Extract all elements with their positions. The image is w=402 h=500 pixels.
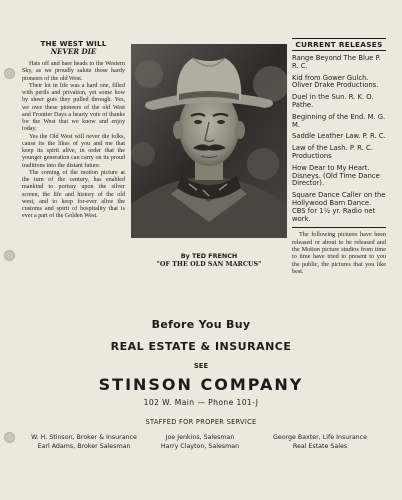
binder-hole [4, 68, 15, 79]
release-item: Beginning of the End. M. G. M. [292, 112, 386, 129]
releases-note: The following pictures have been released or about to be released and the Motion picture studios from time to time have tried to present to you the public, the pictures that you like best. [292, 231, 386, 275]
release-item: Saddle Leather Law. P. R. C. [292, 132, 386, 141]
release-item: Duel in the Sun. R. K. O. Pathe. [292, 93, 374, 109]
staff-member: Harry Clayton, Salesman [160, 442, 240, 450]
article-paragraph: Their lot in life was a hard one, filled with perils and privation, yet some how by sheer guts they pulled through. Yes, we owe these pioneers of the old West and Frontier Days a hearty vote of thanks for the West that we know and enjoy today. [22, 82, 125, 133]
ad-address: 102 W. Main — Phone 101-J [143, 398, 259, 407]
ad-staffed-tagline: STAFFED FOR PROPER SERVICE [145, 418, 257, 426]
release-item: Kid from Gower Gulch. Oliver Drake Productions. [292, 73, 379, 90]
staff-member: George Baxter, Life Insurance [272, 434, 368, 441]
release-item: Square Dance Caller on the Hollywood Barn Dance. CBS for 1½ yr. Radio net work. [292, 191, 386, 223]
ad-company-name: STINSON COMPANY [98, 375, 304, 394]
ad-see-label: SEE [193, 362, 209, 370]
ad-subheadline: REAL ESTATE & INSURANCE [110, 340, 292, 353]
binder-hole [4, 250, 15, 261]
staff-member: W. H. Stinson, Broker & Insurance [31, 434, 137, 441]
release-item: Range Beyond The Blue P. R. C. [292, 54, 381, 70]
current-releases-heading: CURRENT RELEASES [292, 38, 386, 51]
staff-member: Real Estate Sales [292, 442, 348, 450]
release-item: Law of the Lash. P. R. C. Productions [292, 144, 373, 160]
cowboy-portrait-photo [131, 44, 287, 238]
staff-column [262, 434, 378, 451]
staff-member: Earl Adams, Broker Salesman [37, 442, 131, 450]
article-paragraph: The coming of the motion picture at the turn of the century, has enabled mankind to portray upon the silver screen, the life and history of the old west, and to keep for-ever alive the customs and spirit of hospitality that is ever a part of the Golden West. [22, 169, 125, 220]
staff-column [28, 434, 140, 451]
ad-headline: Before You Buy [151, 318, 251, 331]
staff-column [150, 434, 250, 451]
divider [292, 227, 386, 228]
article-subtitle: NEVER DIE [50, 47, 97, 56]
staff-member: Joe Jenkins, Salesman [165, 434, 235, 441]
article-the-west-will-never-die [22, 40, 125, 221]
current-releases-column [292, 38, 386, 275]
article-paragraph: Hats off and bare heads to the Western Sky, as we proudly salute those hardy pioneers of the old West. [22, 61, 125, 82]
photo-caption-subtitle: "OF THE OLD SAN MARCUS" [156, 260, 262, 268]
article-paragraph: Yes the Old West will never die folks, cause its the likes of you and me that keep its spirit alive, in order that the younger generation can carry on its proud traditions into the distant future. [22, 133, 125, 169]
binder-hole [4, 432, 15, 443]
article-title: THE WEST WILL [40, 39, 107, 48]
release-item: How Dear to My Heart. Disneys. (Old Time Dance Director). [292, 163, 380, 188]
photo-caption-byline: By TED FRENCH [180, 252, 238, 260]
